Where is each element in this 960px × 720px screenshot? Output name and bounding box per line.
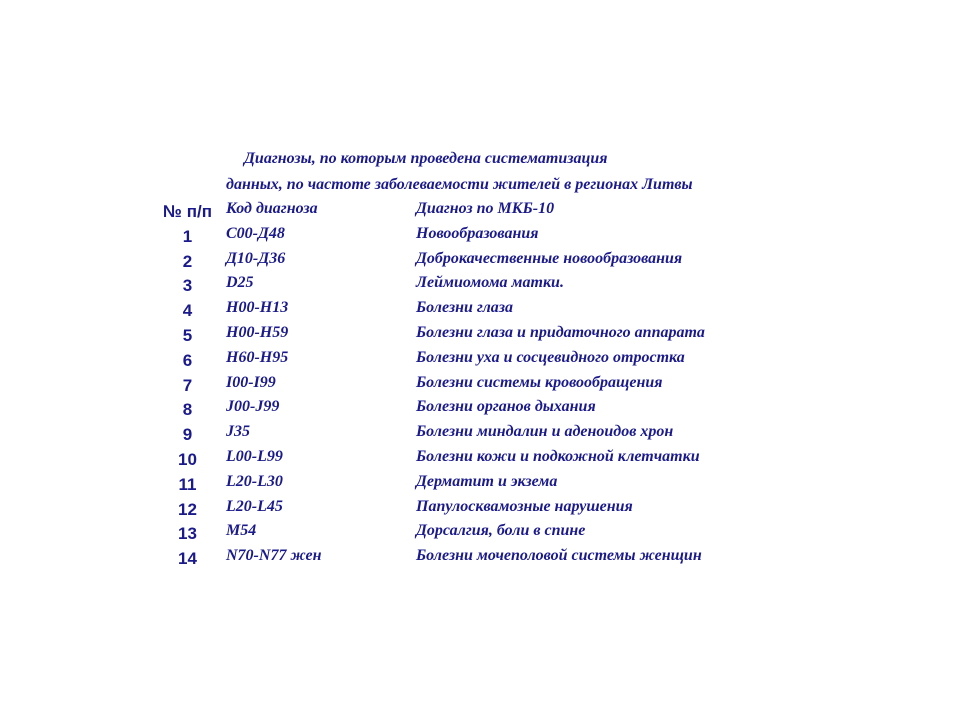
row-code: D25 <box>226 274 254 292</box>
table-row <box>150 497 850 522</box>
row-code: J35 <box>226 423 250 441</box>
table-header-row <box>150 199 850 224</box>
row-number: 5 <box>182 325 193 345</box>
row-code: L00-L99 <box>226 447 283 465</box>
row-diagnosis: Болезни системы кровообращения <box>416 373 663 391</box>
table-row <box>150 546 850 571</box>
header-num: № п/п <box>163 202 212 221</box>
row-code: L20-L30 <box>226 472 283 490</box>
row-code: H00-H13 <box>226 299 289 317</box>
row-number: 12 <box>178 499 197 519</box>
row-number: 6 <box>182 350 193 370</box>
row-diagnosis: Новообразования <box>416 224 539 242</box>
table-row <box>150 521 850 546</box>
row-diagnosis: Леймиомома матки. <box>416 274 564 292</box>
row-code: N70-N77 жен <box>226 547 322 565</box>
row-number: 4 <box>182 301 193 321</box>
table-row <box>150 447 850 472</box>
row-diagnosis: Болезни органов дыхания <box>416 398 596 416</box>
table-row <box>150 323 850 348</box>
row-code: L20-L45 <box>226 497 283 515</box>
row-number: 2 <box>182 251 193 271</box>
row-number: 8 <box>182 400 193 420</box>
table-row <box>150 273 850 298</box>
row-code: J00-J99 <box>226 398 280 416</box>
row-diagnosis: Болезни глаза и придаточного аппарата <box>416 323 705 341</box>
row-code: Д10-Д36 <box>226 249 286 267</box>
row-number: 7 <box>182 375 193 395</box>
header-diagnosis: Диагноз по МКБ-10 <box>416 200 555 217</box>
row-code: H00-H59 <box>226 323 289 341</box>
row-diagnosis: Болезни миндалин и аденоидов хрон <box>416 423 674 441</box>
title-line-1: Диагнозы, по которым проведена систематизация <box>244 150 608 167</box>
table-row <box>150 249 850 274</box>
table-row <box>150 348 850 373</box>
row-diagnosis: Болезни мочеполовой системы женщин <box>416 547 702 565</box>
row-diagnosis: Болезни кожи и подкожной клетчатки <box>416 447 700 465</box>
title-line-2: данных, по частоте заболеваемости жителей в регионах Литвы <box>226 176 693 193</box>
row-number: 13 <box>178 524 197 544</box>
header-code: Код диагноза <box>226 200 318 217</box>
row-diagnosis: Дерматит и экзема <box>416 472 558 490</box>
row-diagnosis: Болезни глаза <box>416 299 514 317</box>
table-row <box>150 422 850 447</box>
row-number: 14 <box>178 549 197 569</box>
row-number: 9 <box>182 425 193 445</box>
row-code: C00-Д48 <box>226 224 285 242</box>
row-diagnosis: Папулосквамозные нарушения <box>416 497 633 515</box>
row-number: 11 <box>178 474 197 494</box>
row-code: I00-I99 <box>226 373 276 391</box>
table-row <box>150 224 850 249</box>
row-code: M54 <box>226 522 257 540</box>
row-number: 3 <box>182 276 193 296</box>
table-row <box>150 397 850 422</box>
table-row <box>150 298 850 323</box>
table-body <box>150 224 850 571</box>
row-code: H60-H95 <box>226 348 289 366</box>
row-number: 1 <box>182 226 193 246</box>
table-row <box>150 373 850 398</box>
row-diagnosis: Болезни уха и сосцевидного отростка <box>416 348 685 366</box>
diagnosis-table <box>150 199 850 571</box>
row-diagnosis: Доброкачественные новообразования <box>416 249 683 267</box>
row-diagnosis: Дорсалгия, боли в спине <box>416 522 586 540</box>
table-row <box>150 472 850 497</box>
row-number: 10 <box>178 449 197 469</box>
